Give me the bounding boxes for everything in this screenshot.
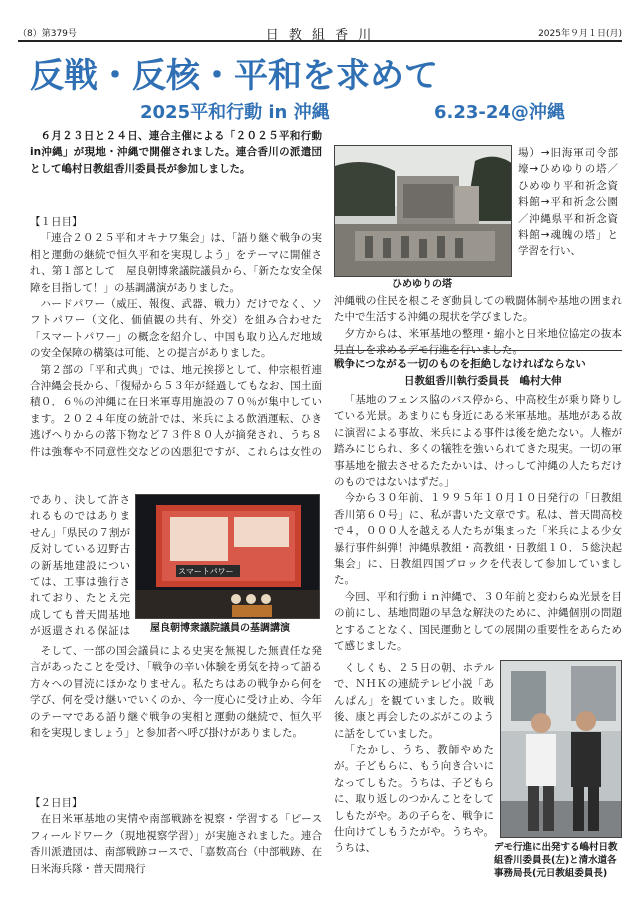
day2-continued [334,293,622,359]
person-right-head [576,711,596,731]
demo-photo [500,660,622,838]
screen-label: スマートパワー [178,567,234,576]
demo-image [501,661,622,838]
essay-paragraph-2: 今から３０年前、１９９５年１０月１０日発行の「日教組香川第６０号」に、私が書いた文章です。私は、普天間高校で４，０００人を越える人たちが集まった「米兵による少女暴行事件糾弾！沖縄県教組・高教組・日教組１０．５総決起集会」に、日教組四国ブロックを代表して参加していました。 [334,492,622,587]
essay-heading: 戦争につながる一切のものを拒絶しなければならない [334,358,586,370]
day1-paragraph-3: 第２部の「平和式典」では、地元挨拶として、仲宗根哲連合沖縄会長から、「復帰から５３年が経過してもなお、国土面積０．６％の沖縄に在日米軍専用施設の７０％が集中しています。２０２４年度の統計では、米兵による飲酒運転、ひき逃げへりからの落下物など７３件８０人が摘発され、うち８件は強奪や不同意性交などの凶悪犯ですが、これらは女性の [30,363,322,458]
day1-narrow-column [30,492,130,642]
day2-section [30,795,322,893]
essay-paragraph-4: くしくも、２５日の朝、ホテルで、ＮＨＫの連続テレビ小説「あんぱん」を観ていました。敗戦後、康と再会したのぶがこのように話をしていました。 [334,662,494,740]
day1-heading: 【１日目】 [30,216,83,228]
essay-paragraph-5: 「たかし、うち、教師やめたが。子どもらに、もう向き合いになってしもた。うちは、子どもらに、取り返しのつかんことをしてしもたがや。あの子らを、戦争に仕向けてしもうたがや。うちや。うちは、 [334,744,494,855]
day1-paragraph-2: ハードパワー（威圧、報復、武器、戦力）だけでなく、ソフトパワー（文化、価値観の共有、外交）を組み合わせた「スマートパワー」の概念を紹介し、中国も取り込んだ地域の安全保障の構築は可能、との提言がありました。 [30,298,322,360]
day1-upper [30,214,322,524]
himeyuri-photo [334,145,512,277]
demo-caption: デモ行進に出発する嶋村日教組香川委員長(左)と清水道各事務局長(元日教組委員長) [494,842,618,879]
lecture-photo [135,494,320,619]
article-intro [30,128,322,177]
person-left-head [531,713,551,733]
sub-title: 2025平和行動 in 沖縄 [140,102,330,123]
day1-paragraph-3-start [30,362,322,460]
issue-number: （8）第379号 [18,29,77,39]
issue-date: 2025年９月１日(月) [538,29,622,39]
lecture-image [136,495,320,619]
day2-paragraph-3: 夕方からは、米軍基地の整理・縮小と日米地位協定の抜本見直しを求めるデモ行進を行いました。 [334,327,622,357]
section-divider [334,350,622,351]
day2-heading: 【２日目】 [30,797,83,809]
event-dates: 6.23-24@沖縄 [434,102,565,123]
person-left [526,734,556,786]
intro-paragraph: ６月２３日と２４日、連合主催による「２０２５平和行動in沖縄」が現地・沖縄で開催されました。連合香川の派遣団として嶋村日教組香川委員長が参加しました。 [30,130,322,175]
essay-upper [334,392,622,657]
newspaper-name: 日 教 組 香 川 [265,28,375,43]
essay-paragraph-3: 今回、平和行動ｉｎ沖縄で、３０年前と変わらぬ光景を目の前にし、基地問題の早急な解決のために、沖縄個別の問題とすることなく、国民運動としての展開の重要性をあらためて感じました。 [334,590,622,653]
himeyuri-caption: ひめゆりの塔 [392,279,452,290]
route-text-block [518,145,618,293]
himeyuri-image [335,146,512,277]
day1-paragraph-1: 「連合２０２５平和オキナワ集会」は、「語り継ぐ戦争の実相と運動の継続で恒久平和を実現しよう」をテーマに開催され、第１部として 屋良朝博衆議院議員から、「新たな安全保障を目指して！」の基調講演がありました。 [30,232,322,294]
day1-paragraph-3-continued: であり、決して許されるものではありません」「県民の７割が反対している辺野古の新基地建設については、工事は強行されており、たとえ完成しても普天間基地が返還される保証は [30,494,130,638]
essay-lower [334,660,494,893]
essay-author: 日教組香川執行委員長 嶋村大伸 [404,375,562,387]
day2-paragraph-1: 在日米軍基地の実情や南部戦跡を視察・学習する「ピースフィールドワーク（現地視察学習）」が実施されました。連合香川派遣団は、南部戦跡コースで、「嘉数高台（中部戦跡、在日米海兵隊・普天間飛行 [30,813,322,875]
route-text: 場）→旧海軍司令部壕→ひめゆりの塔／ひめゆり平和祈念資料館→平和祈念公園／沖縄県平和祈念資料館→魂魄の塔」と学習を行い、 [518,147,618,258]
lecture-caption: 屋良朝博衆議院議員の基調講演 [150,623,290,634]
main-title: 反戦・反核・平和を求めて [30,56,438,96]
day2-paragraph-2: 沖縄戦の住民を根こそぎ動員しての戦闘体制や基地の囲まれた中で生活する沖縄の現状を学びました。 [334,295,622,324]
person-right [571,732,601,787]
day1-paragraph-4: そして、一部の国会議員による史実を無視した無責任な発言があったことを受け、「戦争の辛い体験を勇気を持って語る方々への冒涜にほかなりません。私たちはあの戦争から何を学び、何を受け継いでいくのか、今一度心に受け止め、今年のテーマである語り継ぐ戦争の実相と運動の継続で、恒久平和を実現しましょう」と参加者へ呼び掛けがありました。 [30,645,322,740]
essay-paragraph-1: 「基地のフェンス脇のバス停から、中高校生が乗り降りしている光景。あまりにも身近にある米軍基地。基地がある故に演習による事故、米兵による事件は後を絶たない。人権が踏みにじられ、多くの犠牲を強いられてきた現実。一切の軍事基地を撤去させるたたかいは、けっして沖縄の人たちだけのものではないはずだ。」 [334,394,622,489]
page-header [18,24,622,42]
